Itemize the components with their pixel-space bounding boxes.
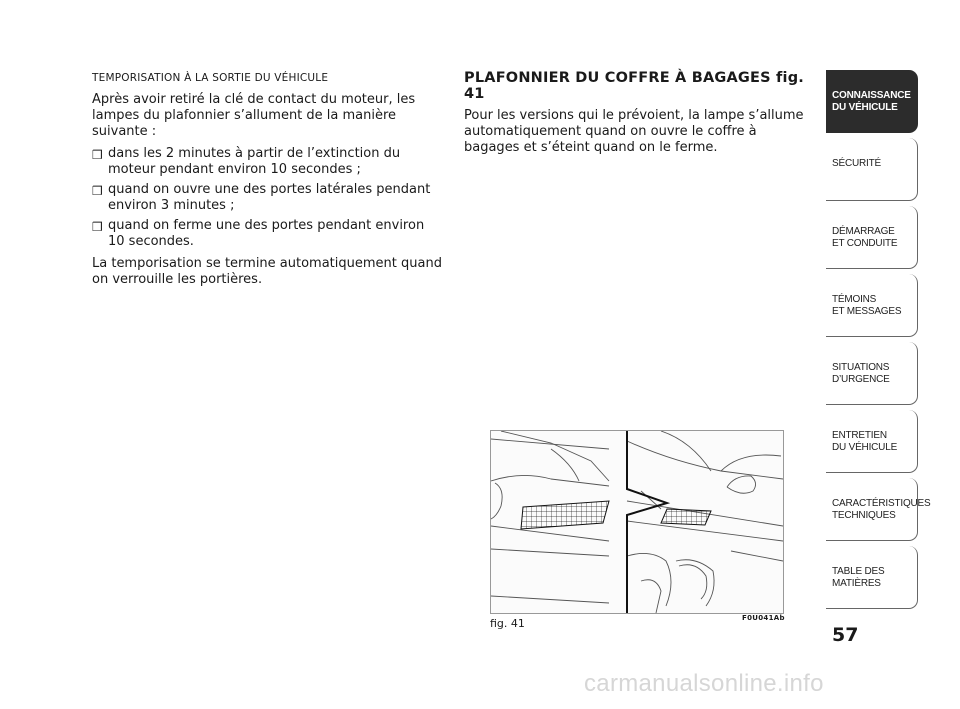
- list-item: ❒ dans les 2 minutes à partir de l’extinction du moteur pendant environ 10 secondes ;: [92, 146, 401, 177]
- tab-situations-d-urgence[interactable]: SITUATIONS D’URGENCE: [826, 342, 918, 405]
- section-heading: PLAFONNIER DU COFFRE À BAGAGES fig. 41: [464, 70, 804, 102]
- tab-securite[interactable]: SÉCURITÉ: [826, 138, 918, 201]
- figure-illustration: [490, 430, 784, 614]
- figure-caption: fig. 41: [490, 617, 525, 630]
- checkbox-bullet-icon: ❒: [92, 220, 103, 234]
- tab-connaissance-du-vehicule[interactable]: CONNAISSANCE DU VÉHICULE: [826, 70, 918, 133]
- left-column: [92, 72, 442, 294]
- figure-code: F0U041Ab: [742, 614, 785, 622]
- section-subheading: TEMPORISATION À LA SORTIE DU VÉHICULE: [92, 72, 329, 84]
- tab-caracteristiques-techniques[interactable]: CARACTÉRISTIQUES TECHNIQUES: [826, 478, 918, 541]
- tab-entretien-du-vehicule[interactable]: ENTRETIEN DU VÉHICULE: [826, 410, 918, 473]
- page-number: 57: [832, 624, 859, 646]
- intro-paragraph: Après avoir retiré la clé de contact du moteur, les lampes du plafonnier s’allument de la manière suivante :: [92, 92, 416, 139]
- list-item: ❒ quand on ouvre une des portes latérales pendant environ 3 minutes ;: [92, 182, 431, 213]
- right-column: [464, 70, 812, 162]
- checkbox-bullet-icon: ❒: [92, 148, 103, 162]
- bullet-list: [92, 146, 442, 250]
- closing-paragraph: La temporisation se termine automatiquement quand on verrouille les portières.: [92, 256, 442, 287]
- chapter-index-sidebar: [826, 70, 931, 614]
- trunk-lamp-drawing: [491, 431, 783, 613]
- tab-table-des-matieres[interactable]: TABLE DES MATIÈRES: [826, 546, 918, 609]
- watermark: carmanualsonline.info: [584, 670, 824, 697]
- checkbox-bullet-icon: ❒: [92, 184, 103, 198]
- tab-temoins-et-messages[interactable]: TÉMOINS ET MESSAGES: [826, 274, 918, 337]
- body-paragraph: Pour les versions qui le prévoient, la lampe s’allume automatiquement quand on ouvre le coffre à bagages et s’éteint quand on le ferme.: [464, 108, 804, 155]
- list-item: ❒ quand on ferme une des portes pendant environ 10 secondes.: [92, 218, 425, 249]
- tab-demarrage-et-conduite[interactable]: DÉMARRAGE ET CONDUITE: [826, 206, 918, 269]
